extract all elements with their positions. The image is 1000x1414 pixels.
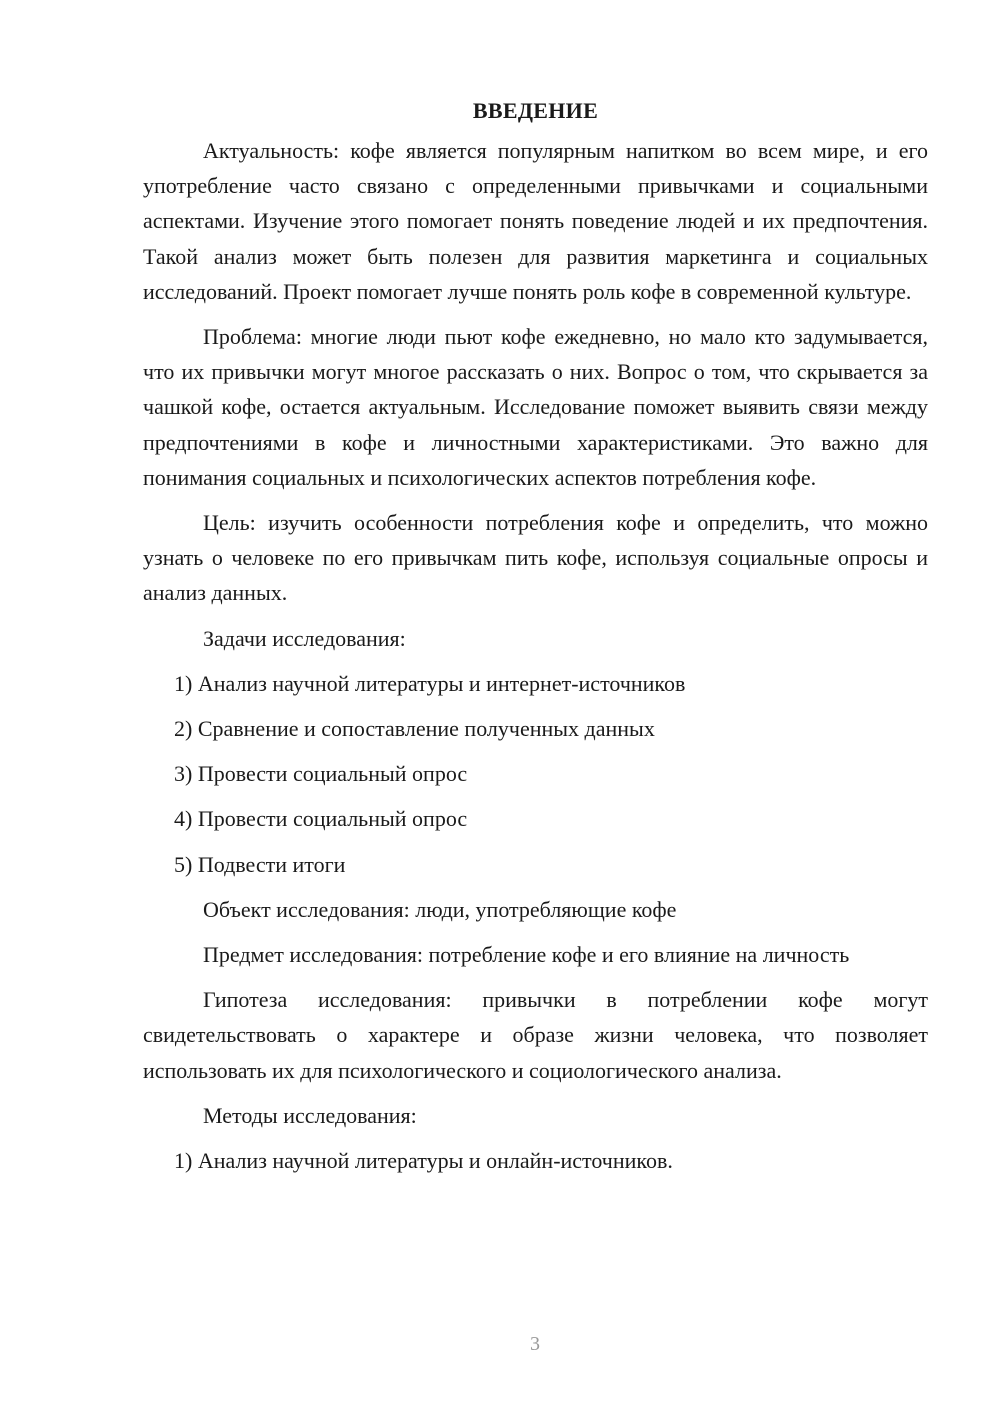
task-item-2: 2) Сравнение и сопоставление полученных данных xyxy=(174,716,655,742)
goal-paragraph: Цель: изучить особенности потребления кофе и определить, что можно узнать о человеке по его привычкам пить кофе, используя социальные опросы и анализ данных. xyxy=(143,510,928,606)
relevance-paragraph: Актуальность: кофе является популярным напитком во всем мире, и его употребление часто связано с определенными привычками и социальными аспектами. Изучение этого помогает понять поведение людей и их предпочтения. Такой анализ может быть полезен для развития маркетинга и социальных исследований. Проект помогает лучше понять роль кофе в современной культуре. xyxy=(143,138,928,304)
task-item-5: 5) Подвести итоги xyxy=(174,851,346,877)
task-item-1: 1) Анализ научной литературы и интернет-источников xyxy=(174,670,686,696)
hypothesis-paragraph: Гипотеза исследования: привычки в потреблении кофе могут свидетельствовать о характере и образе жизни человека, что позволяет использовать их для психологического и социологического анализа. xyxy=(143,987,928,1083)
methods-title: Методы исследования: xyxy=(203,1102,417,1128)
tasks-title: Задачи исследования: xyxy=(203,625,406,651)
task-item-3: 3) Провести социальный опрос xyxy=(174,761,468,787)
page-number: 3 xyxy=(530,1333,540,1355)
object-line: Объект исследования: люди, употребляющие кофе xyxy=(203,896,677,922)
page-content xyxy=(143,93,928,1188)
page-heading: ВВЕДЕНИЕ xyxy=(472,98,599,123)
problem-paragraph: Проблема: многие люди пьют кофе ежедневно, но мало кто задумывается, что их привычки могут многое рассказать о них. Вопрос о том, что скрывается за чашкой кофе, остается актуальным. Исследование поможет выявить связи между предпочтениями в кофе и личностными характеристиками. Это важно для понимания социальных и психологических аспектов потребления кофе. xyxy=(143,324,928,490)
method-item-1: 1) Анализ научной литературы и онлайн-источников. xyxy=(174,1148,673,1174)
task-item-4: 4) Провести социальный опрос xyxy=(174,806,468,832)
subject-paragraph: Предмет исследования: потребление кофе и его влияние на личность xyxy=(203,942,850,968)
